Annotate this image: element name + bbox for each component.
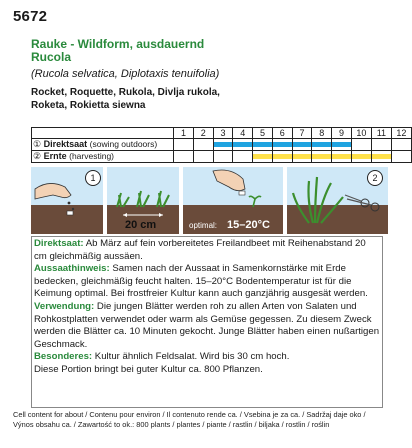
calendar-bar-segment [253,142,272,147]
row-label-harvest-sub: (harvesting) [69,151,115,161]
calendar-row-harvest [32,151,412,163]
calendar-bar-segment [332,142,351,147]
step-2-icon: ② [33,151,42,161]
harvest-panel [287,167,388,234]
growing-steps-illustration [31,167,388,234]
month-9: 9 [332,128,352,139]
body-aussaat: Samen nach der Aussaat in Samenkornstärke mit Erde bedecken, gleichmäßig feucht halten. 15–20°C Bodentemperatur ist für die Keimung optimal. Bei frostfreier Kultur kann auch ganzjährig ausgesät werden. [34,263,368,300]
paragraph-portion: Diese Portion bringt bei guter Kultur ca. 800 Pflanzen. [34,363,263,375]
month-12: 12 [391,128,411,139]
row-label-harvest [32,151,174,163]
footer-line-2: Výnos obsahu ca. / Zawartość to ok.: 800 plants / plantes / piante / rastlin / biljaka / rostlin / roślin [13,420,330,429]
title-line-1: Rauke - Wildform, ausdauernd [31,37,205,51]
scissors-icon [345,195,379,211]
optimal-label: optimal: [189,221,218,230]
step-circle-2: 2 [367,170,383,186]
month-8: 8 [312,128,332,139]
paragraph-besonderes [34,351,380,364]
calendar-corner [32,128,174,139]
month-4: 4 [233,128,253,139]
germination-panel [183,167,283,234]
heading-direktsaat: Direktsaat: [34,238,84,249]
calendar-bar-segment [372,154,391,159]
footer-line-1: Cell content for about / Contenu pour environ / Il contenuto rende ca. / Vsebina je za ca. / Sadržaj daje oko / [13,410,366,419]
calendar-row-sowing [32,139,412,151]
month-2: 2 [193,128,213,139]
sowing-panel [31,167,103,234]
heading-verwendung: Verwendung: [34,300,95,312]
calendar-bar-segment [293,154,312,159]
calendar-bar-segment [273,142,292,147]
product-code: 5672 [13,8,48,25]
common-names-line-1: Rocket, Roquette, Rukola, Divlja rukola, [31,87,220,98]
paragraph-verwendung [34,301,380,351]
month-7: 7 [292,128,312,139]
sowing-calendar [31,127,412,163]
step-circle-1: 1 [85,170,101,186]
body-verwendung: Die jungen Blätter werden roh zu allen Arten von Salaten und Rohkostplatten verwendet oder warm als Gemüse gegessen. Zu diesem Zweck werden die Blätter ca. 10 Minuten gekocht. Junge Blätter haben einen nußartigen Geschmack. [34,300,380,350]
instructions-text [31,236,383,408]
optimal-temperature: 15–20°C [227,219,270,231]
calendar-bar-segment [352,154,371,159]
calendar-bar-segment [293,142,312,147]
calendar-bar-segment [253,154,272,159]
heading-aussaat: Aussaathinweis: [34,263,110,275]
calendar-bar-segment [312,154,331,159]
body-besonderes: Kultur ähnlich Feldsalat. Wird bis 30 cm hoch. [92,351,290,363]
month-5: 5 [253,128,273,139]
row-label-sowing-sub: (sowing outdoors) [89,139,158,149]
row-label-harvest-text: Ernte [43,151,67,161]
calendar-bar-segment [214,142,233,147]
step-1-icon: ① [33,139,42,149]
calendar-bar-segment [273,154,292,159]
yield-footer [13,410,401,430]
product-title [31,38,204,64]
common-names [31,87,291,112]
row-distance: 20 cm [125,219,157,231]
botanical-name: (Rucola selvatica, Diplotaxis tenuifolia) [31,68,220,80]
month-3: 3 [213,128,233,139]
row-spacing-panel [107,167,179,234]
heading-besonderes: Besonderes: [34,351,93,363]
row-label-sowing [32,139,174,151]
calendar-bar-segment [233,142,252,147]
paragraph-aussaat [34,263,380,301]
month-6: 6 [272,128,292,139]
paragraph-direktsaat [34,238,380,263]
row-label-sowing-text: Direktsaat [43,139,88,149]
calendar-bar-segment [332,154,351,159]
month-10: 10 [351,128,371,139]
common-names-line-2: Roketa, Rokietta siewna [31,99,146,111]
month-11: 11 [371,128,391,139]
calendar-bar-segment [312,142,331,147]
month-1: 1 [174,128,194,139]
calendar-header-row [32,128,412,139]
title-line-2: Rucola [31,50,72,64]
body-direktsaat: Ab März auf fein vorbereitetes Freilandbeet mit Reihenabstand 20 cm gleichmäßig aussäen. [34,238,366,262]
